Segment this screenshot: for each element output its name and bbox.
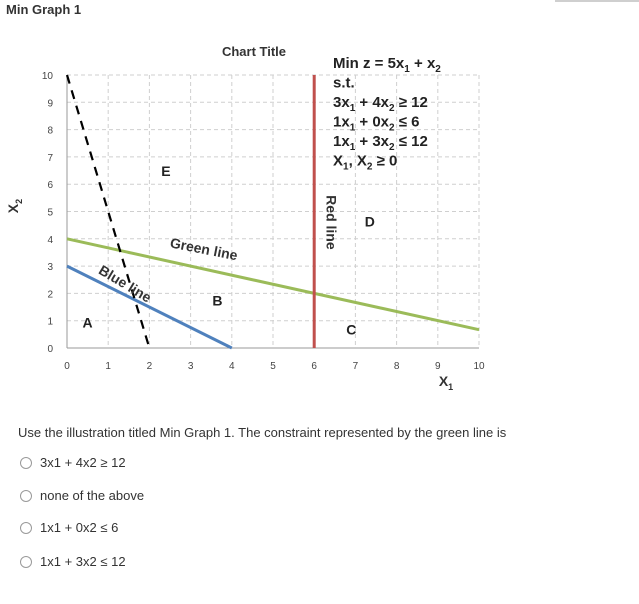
y-axis-label	[5, 199, 24, 213]
answer-option-2[interactable]	[20, 488, 144, 503]
page-title: Min Graph 1	[6, 2, 82, 17]
option-label: 3x1 + 4x2 ≥ 12	[40, 455, 126, 470]
line-label-green-line: Green line	[168, 234, 240, 264]
x-tick-label: 10	[473, 361, 485, 372]
radio-button[interactable]	[20, 556, 32, 568]
option-label: 1x1 + 0x2 ≤ 6	[40, 520, 119, 535]
annotation-line: s.t.	[333, 74, 355, 92]
y-tick-label: 5	[47, 207, 53, 219]
annotation-line: Min $z = 5x_1 + x_2$	[333, 55, 441, 75]
annotation-line: $1x_1 + 0x_2 \le 6$	[333, 113, 420, 134]
annotation-line: $3x_1 + 4x_2 \ge 12$	[333, 94, 428, 114]
radio-button[interactable]	[20, 490, 32, 502]
x-tick-label: 7	[352, 361, 359, 372]
region-label-b: B	[212, 292, 223, 309]
x-tick-label: 5	[270, 361, 276, 372]
x-axis-label	[439, 373, 453, 392]
radio-button[interactable]	[20, 457, 32, 469]
axis-label-text: $X_1$	[438, 373, 454, 392]
annotation-line: $1x_1 + 3x_2 \le 12$	[333, 133, 428, 153]
x-tick-label: 3	[187, 361, 194, 372]
radio-button[interactable]	[20, 522, 32, 534]
y-tick-label: 9	[47, 98, 53, 110]
y-tick-label: 1	[47, 316, 53, 328]
y-tick-label: 8	[47, 125, 53, 137]
y-tick-label: 3	[47, 262, 53, 274]
axis-label-text: $X_2$	[5, 198, 24, 214]
chart-title: Chart Title	[221, 44, 287, 59]
answer-option-3[interactable]	[20, 520, 118, 535]
x-tick-label: 4	[229, 361, 235, 372]
y-tick-label: 10	[41, 71, 53, 82]
region-label-a: A	[82, 314, 93, 331]
region-label-e: E	[161, 163, 171, 180]
x-tick-label: 6	[311, 361, 317, 372]
annotation-line: $X_1$, $X_2 \ge 0$	[333, 152, 398, 173]
y-tick-label: 7	[47, 152, 53, 164]
region-label-d: D	[364, 213, 375, 230]
line-label-blue-line: Blue line	[96, 261, 155, 306]
question-text: Use the illustration titled Min Graph 1. The constraint represented by the green line is	[18, 425, 507, 440]
y-tick-label: 2	[47, 289, 53, 301]
region-label-c: C	[346, 321, 357, 338]
x-tick-label: 2	[146, 361, 153, 372]
y-tick-label: 6	[47, 180, 53, 192]
lp-model-annotation	[333, 55, 441, 173]
line-label-red-line: Red line	[323, 195, 340, 250]
y-tick-label: 4	[47, 234, 53, 246]
x-tick-label: 8	[393, 361, 400, 372]
chart-labels	[83, 163, 375, 337]
x-tick-label: 0	[64, 361, 70, 372]
x-tick-label: 9	[435, 361, 441, 372]
option-label: 1x1 + 3x2 ≤ 12	[40, 554, 126, 569]
answer-option-1[interactable]	[20, 455, 126, 470]
answer-option-4[interactable]	[20, 554, 126, 569]
x-tick-label: 1	[105, 361, 111, 372]
y-tick-label: 0	[47, 344, 53, 355]
option-label: none of the above	[40, 488, 145, 503]
